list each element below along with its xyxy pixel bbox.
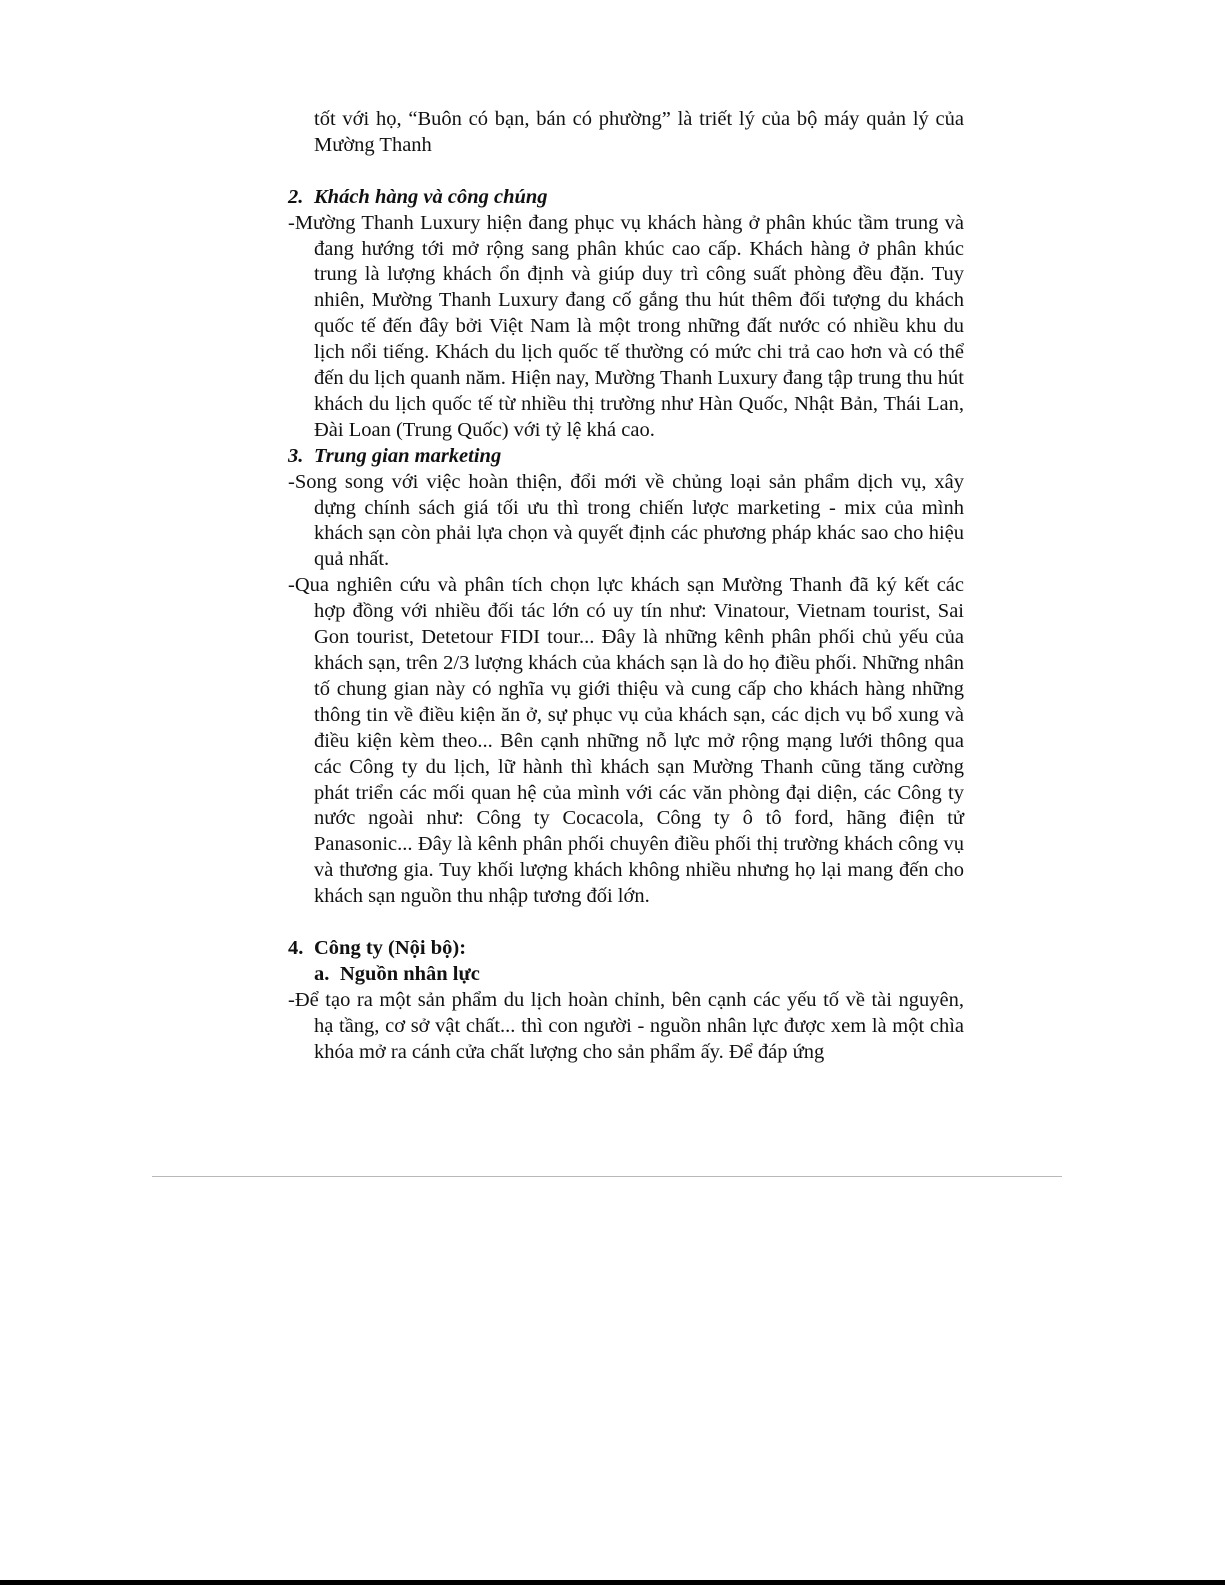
- section-4a-heading: [288, 962, 964, 988]
- page-body: [288, 107, 964, 1066]
- section-2-paragraph: -Mường Thanh Luxury hiện đang phục vụ khách hàng ở phân khúc tầm trung và đang hướng tới mở rộng sang phân khúc cao cấp. Khách hàng ở phân khúc trung là lượng khách ổn định và giúp duy trì công suất phòng đều đặn. Tuy nhiên, Mường Thanh Luxury đang cố gắng thu hút thêm đối tượng du khách quốc tế đến đây bởi Việt Nam là một trong những đất nước có nhiều khu du lịch nổi tiếng. Khách du lịch quốc tế thường có mức chi trả cao hơn và có thể đến du lịch quanh năm. Hiện nay, Mường Thanh Luxury đang tập trung thu hút khách du lịch quốc tế từ nhiều thị trường như Hàn Quốc, Nhật Bản, Thái Lan, Đài Loan (Trung Quốc) với tỷ lệ khá cao.: [288, 211, 964, 441]
- section-2-title: Khách hàng và công chúng: [314, 185, 548, 208]
- section-4-number: 4.: [288, 936, 304, 959]
- section-3-number: 3.: [288, 444, 304, 467]
- section-2-heading: [288, 185, 964, 211]
- section-3-paragraph-2: -Qua nghiên cứu và phân tích chọn lực khách sạn Mường Thanh đã ký kết các hợp đồng với nhiều đối tác lớn có uy tín như: Vinatour, Vietnam tourist, Sai Gon tourist, Detetour FIDI tour... Đây là những kênh phân phối chủ yếu của khách sạn, trên 2/3 lượng khách của khách sạn là do họ điều phối. Những nhân tố chung gian này có nghĩa vụ giới thiệu và cung cấp cho khách hàng những thông tin về điều kiện ăn ở, sự phục vụ của khách sạn, các dịch vụ bổ xung và điều kiện kèm theo... Bên cạnh những nỗ lực mở rộng mạng lưới thông qua các Công ty du lịch, lữ hành thì khách sạn Mường Thanh cũng tăng cường phát triển các mối quan hệ của mình với các văn phòng đại diện, các Công ty nước ngoài như: Công ty Cocacola, Công ty ô tô ford, hãng điện tử Panasonic... Đây là kênh phân phối chuyên điều phối thị trường khách công vụ và thương gia. Tuy khối lượng khách không nhiều nhưng họ lại mang đến cho khách sạn nguồn thu nhập tương đối lớn.: [288, 574, 964, 908]
- spacer: [288, 159, 964, 185]
- section-4a-title: Nguồn nhân lực: [340, 962, 480, 985]
- intro-continuation-paragraph: tốt với họ, “Buôn có bạn, bán có phường” là triết lý của bộ máy quản lý của Mường Thanh: [314, 108, 964, 156]
- section-3-title: Trung gian marketing: [314, 444, 502, 467]
- section-3-paragraph-1: -Song song với việc hoàn thiện, đổi mới về chủng loại sản phẩm dịch vụ, xây dựng chính sách giá tối ưu thì trong chiến lược marketing - mix của mình khách sạn còn phải lựa chọn và quyết định các phương pháp khác sao cho hiệu quả nhất.: [288, 470, 964, 571]
- page-bottom-edge: [0, 1580, 1225, 1585]
- section-3-heading: [288, 444, 964, 470]
- section-4a-paragraph: -Để tạo ra một sản phẩm du lịch hoàn chỉnh, bên cạnh các yếu tố về tài nguyên, hạ tầng, cơ sở vật chất... thì con người - nguồn nhân lực được xem là một chìa khóa mở ra cánh cửa chất lượng cho sản phẩm ấy. Để đáp ứng: [288, 988, 964, 1063]
- section-4-title: Công ty (Nội bộ):: [314, 936, 467, 959]
- section-4a-letter: a.: [314, 962, 330, 985]
- section-4-heading: [288, 936, 964, 962]
- spacer: [288, 910, 964, 936]
- page-divider: [152, 1176, 1062, 1177]
- section-2-number: 2.: [288, 185, 304, 208]
